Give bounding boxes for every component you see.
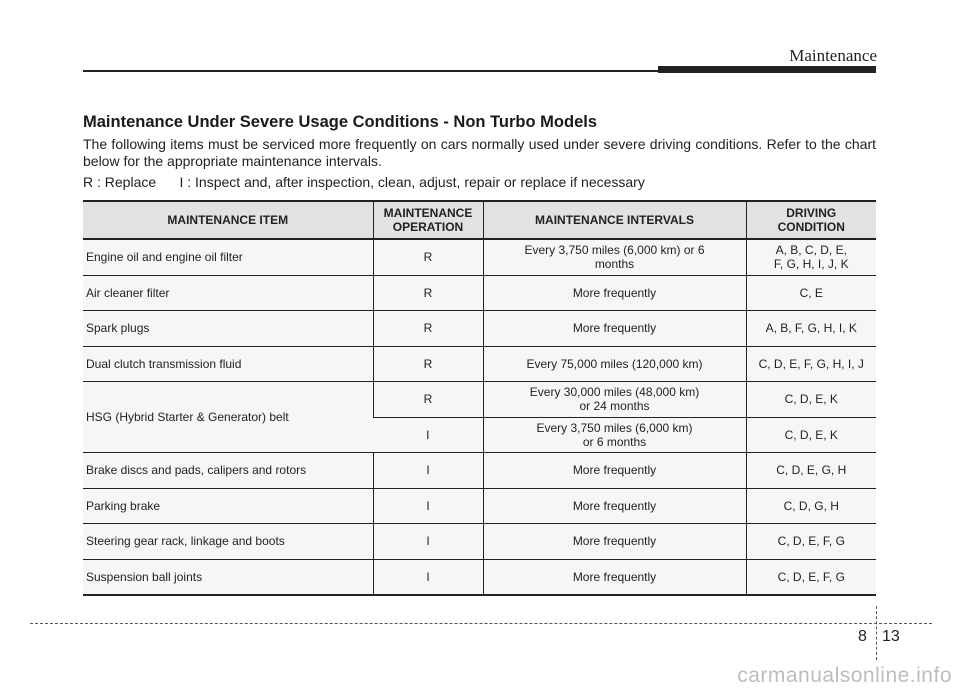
cell-operation: R [373, 275, 483, 311]
cell-item: Steering gear rack, linkage and boots [83, 524, 373, 560]
page-heading: Maintenance Under Severe Usage Conditions - Non Turbo Models [83, 113, 598, 131]
cell-interval [483, 417, 746, 453]
table-row [83, 453, 876, 489]
cell-operation: R [373, 346, 483, 382]
table-row [83, 346, 876, 382]
cell-interval: More frequently [483, 524, 746, 560]
maintenance-table [83, 200, 876, 596]
cell-condition: C, D, E, G, H [746, 453, 876, 489]
table-header-row [83, 201, 876, 239]
cell-item: Dual clutch transmission fluid [83, 346, 373, 382]
cell-operation: R [373, 311, 483, 347]
cell-condition: C, D, E, K [746, 417, 876, 453]
watermark-text: carmanualsonline.info [737, 664, 952, 687]
cell-interval: More frequently [483, 275, 746, 311]
cell-operation: R [373, 382, 483, 418]
cell-operation: I [373, 559, 483, 595]
cell-interval: More frequently [483, 559, 746, 595]
cell-item: Parking brake [83, 488, 373, 524]
cell-interval: More frequently [483, 453, 746, 489]
cell-condition [746, 239, 876, 275]
cell-interval: More frequently [483, 311, 746, 347]
cell-condition: C, D, G, H [746, 488, 876, 524]
table-row [83, 559, 876, 595]
interval-line2: months [594, 257, 635, 272]
cell-operation: I [373, 524, 483, 560]
page-number: 13 [882, 628, 900, 645]
condition-line2: F, G, H, I, J, K [773, 257, 849, 272]
legend-text: R : Replace I : Inspect and, after inspection, clean, adjust, repair or replace if necessary [83, 174, 645, 190]
cell-item: HSG (Hybrid Starter & Generator) belt [83, 382, 373, 453]
intro-paragraph: The following items must be serviced more frequently on cars normally used under severe driving conditions. Refer to the chart below for the appropriate maintenance intervals. [83, 136, 876, 169]
condition-line1: A, B, C, D, E, [775, 243, 847, 258]
header-maintenance-operation [373, 201, 483, 239]
table-row [83, 275, 876, 311]
table-row [83, 488, 876, 524]
header-driving-condition [746, 201, 876, 239]
header-rule-thin [83, 70, 658, 72]
cell-interval [483, 239, 746, 275]
header-maintenance-intervals: MAINTENANCE INTERVALS [483, 201, 746, 239]
cell-item: Engine oil and engine oil filter [83, 239, 373, 275]
footer-dashed-divider [876, 606, 877, 660]
cell-operation: I [373, 453, 483, 489]
cell-condition: C, D, E, F, G, H, I, J [746, 346, 876, 382]
cell-interval [483, 382, 746, 418]
cell-item: Suspension ball joints [83, 559, 373, 595]
interval-line2: or 6 months [582, 434, 647, 449]
header-rule-thick [658, 66, 876, 73]
cell-item: Spark plugs [83, 311, 373, 347]
cell-condition: C, D, E, F, G [746, 524, 876, 560]
cell-condition: C, E [746, 275, 876, 311]
header-condition-line1: DRIVING [786, 206, 837, 220]
footer-dashed-rule [30, 623, 932, 624]
table-row [83, 382, 876, 418]
cell-item: Brake discs and pads, calipers and rotors [83, 453, 373, 489]
cell-interval: More frequently [483, 488, 746, 524]
cell-condition: C, D, E, F, G [746, 559, 876, 595]
interval-line2: or 24 months [579, 399, 650, 414]
cell-interval: Every 75,000 miles (120,000 km) [483, 346, 746, 382]
header-condition-line2: CONDITION [777, 220, 845, 234]
interval-line1: Every 30,000 miles (48,000 km) [529, 385, 700, 400]
table-row [83, 311, 876, 347]
header-operation-line2: OPERATION [392, 220, 464, 234]
cell-operation: I [373, 488, 483, 524]
page-chapter-number: 8 [858, 628, 867, 645]
header-operation-line1: MAINTENANCE [383, 206, 473, 220]
interval-line1: Every 3,750 miles (6,000 km) [536, 420, 693, 435]
header-maintenance-item: MAINTENANCE ITEM [83, 201, 373, 239]
cell-condition: C, D, E, K [746, 382, 876, 418]
interval-line1: Every 3,750 miles (6,000 km) or 6 [524, 243, 705, 258]
section-title: Maintenance [789, 46, 877, 65]
cell-operation: I [373, 417, 483, 453]
cell-condition: A, B, F, G, H, I, K [746, 311, 876, 347]
table-row [83, 239, 876, 275]
cell-item: Air cleaner filter [83, 275, 373, 311]
cell-operation: R [373, 239, 483, 275]
table-row [83, 524, 876, 560]
